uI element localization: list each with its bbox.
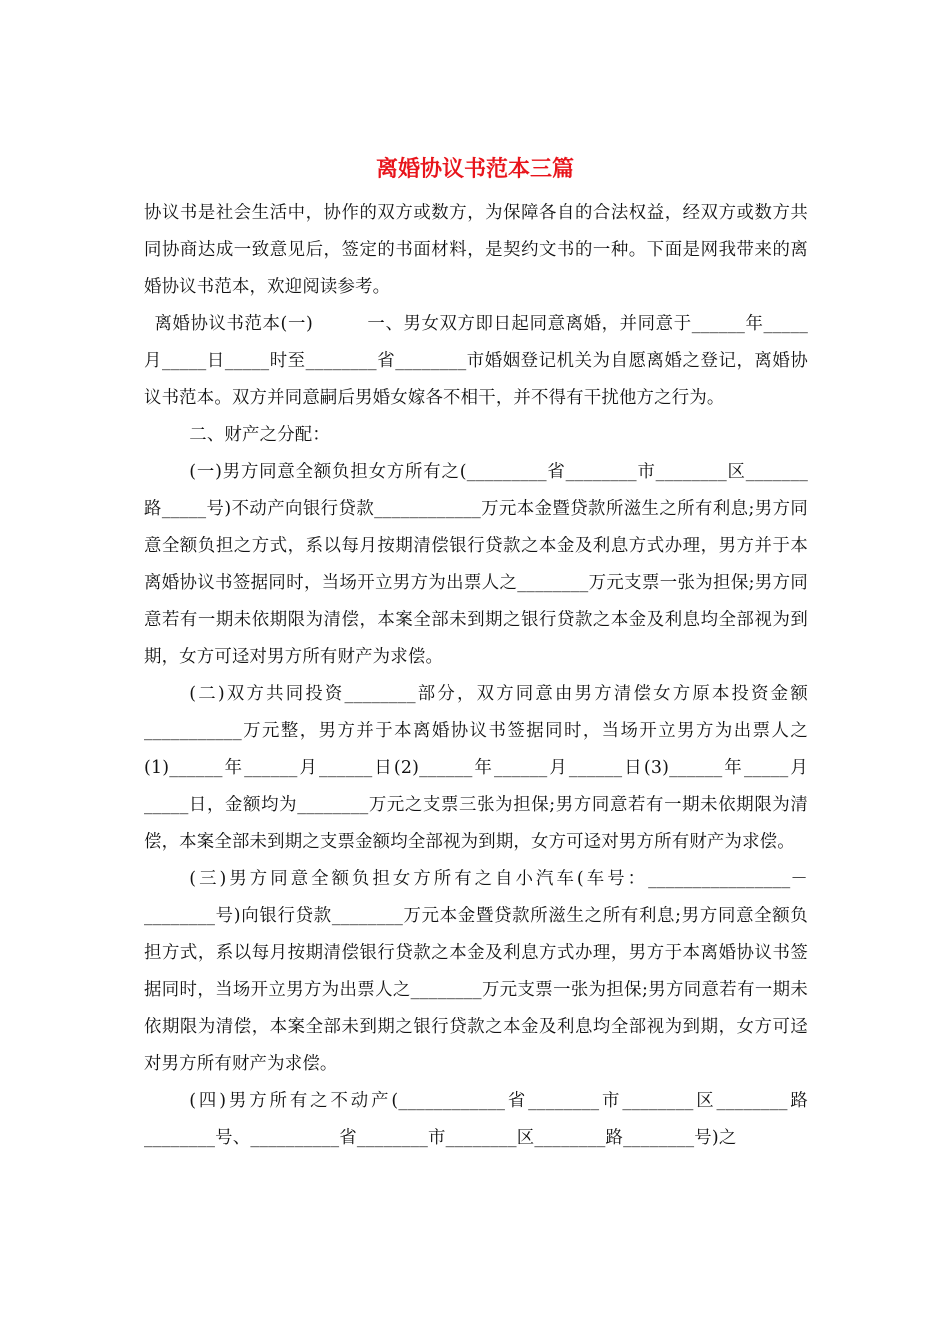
clause-two-paragraph: (二)双方共同投资________部分，双方同意由男方清偿女方原本投资金额___________万元整，男方并于本离婚协议书签据同时，当场开立男方为出票人之(1)______年______月______日(2)______年______月______日(3)______年_____月_____日，金额均为________万元之支票三张为担保;男方同意若有一期未依期限为清偿，本案全部未到期之支票金额均全部视为到期，女方可迳对男方所有财产为求偿。 xyxy=(144,684,808,852)
clause-one-paragraph: (一)男方同意全额负担女方所有之(_________省________市________区_______路_____号)不动产向银行贷款____________万元本金暨贷款所滋生之所有利息;男方同意全额负担之方式，系以每月按期清偿银行贷款之本金及利息方式办理，男方并于本离婚协议书签据同时，当场开立男方为出票人之________万元支票一张为担保;男方同意若有一期未依期限为清偿，本案全部未到期之银行贷款之本金及利息均全部视为到期，女方可迳对男方所有财产为求偿。 xyxy=(144,462,808,667)
clause-three-paragraph: (三)男方同意全额负担女方所有之自小汽车(车号：________________－________号)向银行贷款________万元本金暨贷款所滋生之所有利息;男方同意全额负担方式，系以每月按期清偿银行贷款之本金及利息方式办理，男方于本离婚协议书签据同时，当场开立男方为出票人之________万元支票一张为担保;男方同意若有一期未依期限为清偿，本案全部未到期之银行贷款之本金及利息均全部视为到期，女方可迳对男方所有财产为求偿。 xyxy=(144,869,808,1074)
document-body xyxy=(144,195,808,1157)
sample-one-paragraph: 离婚协议书范本(一) 一、男女双方即日起同意离婚，并同意于______年_____月_____日_____时至________省________市婚姻登记机关为自愿离婚之登记，离婚协议书范本。双方并同意嗣后男婚女嫁各不相干，并不得有干扰他方之行为。 xyxy=(144,314,808,408)
intro-paragraph: 协议书是社会生活中，协作的双方或数方，为保障各自的合法权益，经双方或数方共同协商达成一致意见后，签定的书面材料，是契约文书的一种。下面是网我带来的离婚协议书范本，欢迎阅读参考。 xyxy=(144,203,808,297)
property-heading: 二、财产之分配： xyxy=(189,425,330,445)
document-title: 离婚协议书范本三篇 xyxy=(375,156,574,182)
clause-four-paragraph: (四)男方所有之不动产(____________省________市________区________路________号、__________省________市________区________路________号)之 xyxy=(144,1091,808,1148)
